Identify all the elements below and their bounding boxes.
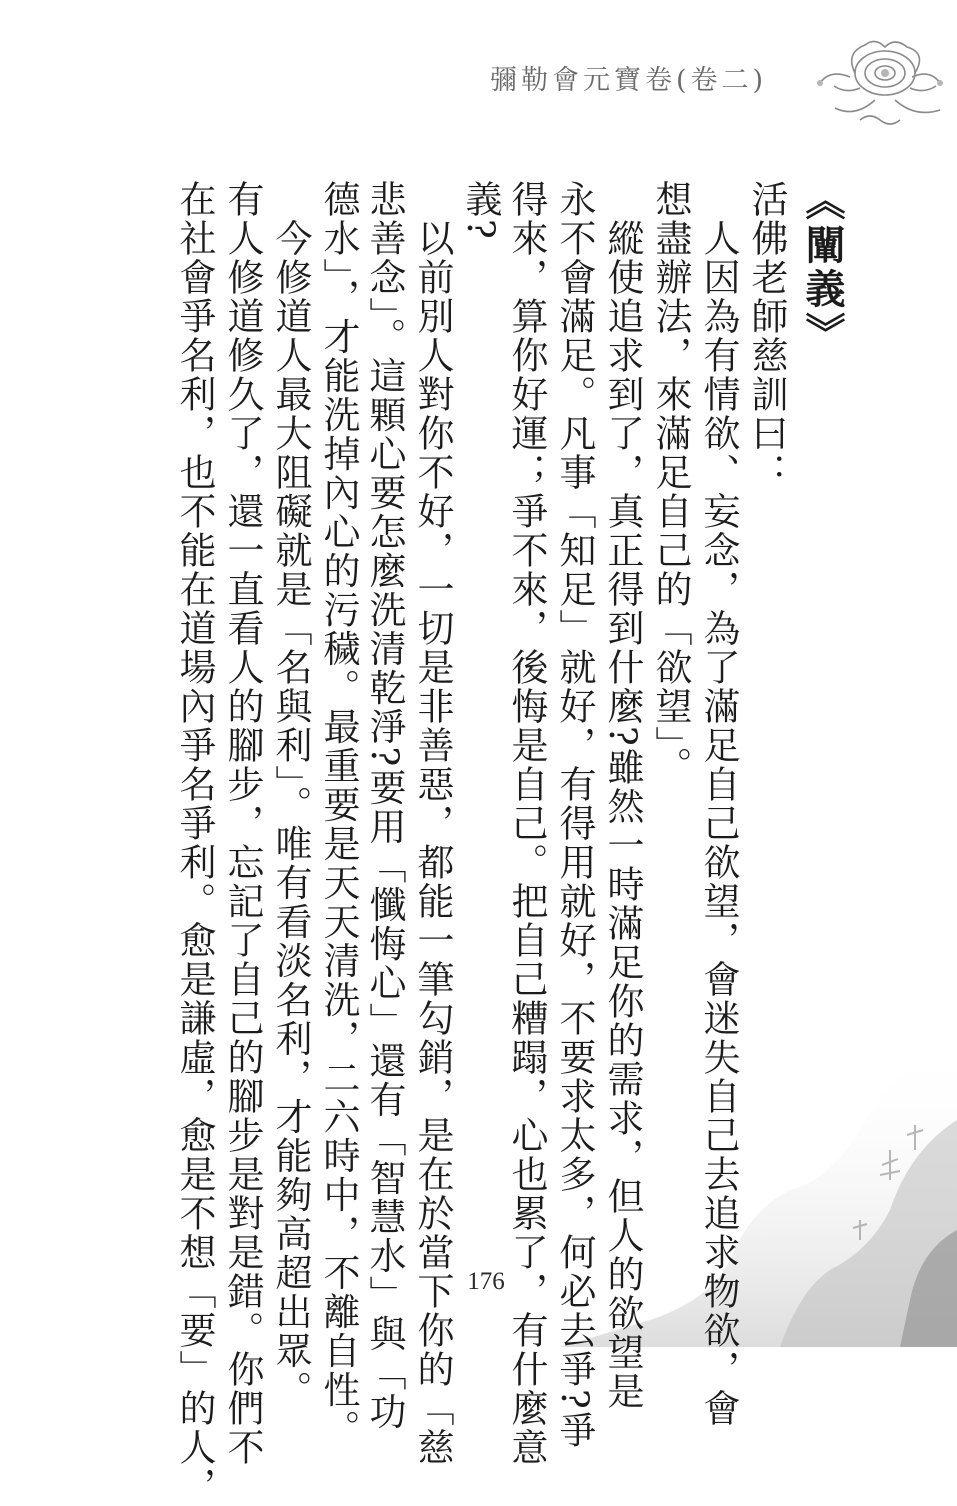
text-column: 永不會滿足。凡事「知足」就好，有得用就好，不要求太多，何必去爭?爭 (553, 180, 596, 1450)
text-column: 今修道人最大阻礙就是「名與利」。唯有看淡名利，才能夠高超出眾。 (269, 180, 312, 1410)
text-column: 義? (459, 180, 502, 241)
text-column: 縱使追求到了，真正得到什麼?雖然一時滿足你的需求，但人的欲望是 (601, 180, 644, 1411)
text-column: 有人修道修久了，還一直看人的腳步，忘記了自己的腳步是對是錯。你們不 (221, 180, 264, 1467)
text-column: 德水」，才能洗掉內心的污穢。最重要是天天清洗，二六時中，不離自性。 (317, 180, 360, 1449)
page-number: 176 (467, 1268, 505, 1295)
text-column: 在社會爭名利，也不能在道場內爭名爭利。愈是謙虛，愈是不想「要」的人， (173, 180, 216, 1506)
text-column: 想盡辦法，來滿足自己的「欲望」。 (649, 180, 692, 786)
section-heading: 《闡義》 (799, 180, 846, 356)
text-column: 悲善念」。這顆心要怎麼洗清乾淨?要用「懺悔心」還有「智慧水」與「功 (363, 180, 406, 1432)
text-column: 活佛老師慈訓曰： (745, 180, 788, 492)
running-header-title: 彌勒會元寶卷(卷二) (490, 65, 768, 96)
text-column: 人因為有情欲、妄念，為了滿足自己欲望，會迷失自己去追求物欲，會 (697, 180, 740, 1428)
text-column: 得來，算你好運；爭不來，後悔是自己。把自己糟蹋，心也累了，有什麼意 (505, 180, 548, 1467)
peony-flower-icon (800, 28, 950, 138)
text-column: 以前別人對你不好，一切是非善惡，都能一筆勾銷，是在於當下你的「慈 (411, 180, 454, 1467)
